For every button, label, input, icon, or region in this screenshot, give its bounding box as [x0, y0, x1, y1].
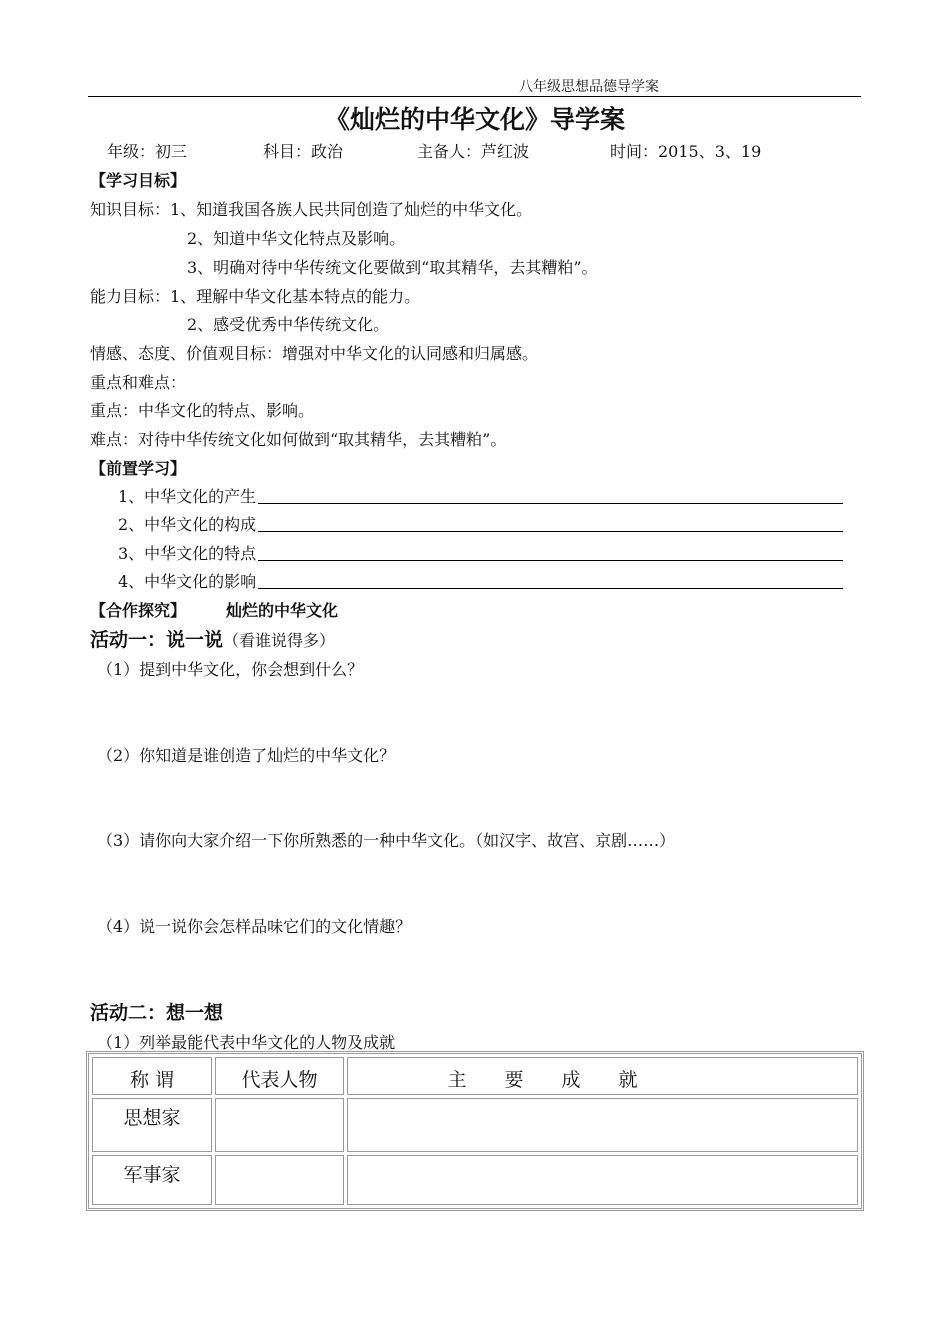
header-rule — [88, 96, 861, 97]
key-point: 重点：中华文化的特点、影响。 — [90, 401, 315, 420]
table-row-label: 军事家 — [92, 1155, 212, 1205]
table-cell — [347, 1155, 858, 1205]
preview-item — [118, 569, 843, 592]
ability-goal-2: 2、感受优秀中华传统文化。 — [187, 315, 390, 334]
preview-item-label: 2、中华文化的构成 — [118, 515, 257, 534]
knowledge-goal-2: 2、知道中华文化特点及影响。 — [187, 229, 406, 248]
achievements-table — [86, 1051, 864, 1211]
meta-grade: 年级：初三 — [107, 142, 188, 161]
answer-blank — [258, 559, 843, 561]
activity2-title: 活动二：想一想 — [90, 1002, 224, 1024]
preview-item — [118, 541, 843, 564]
activity1-question-2: （2）你知道是谁创造了灿烂的中华文化？ — [97, 746, 396, 765]
table-header-cell: 主 要 成 就 — [347, 1057, 858, 1095]
activity1-question-3: （3）请你向大家介绍一下你所熟悉的一种中华文化。（如汉字、故宫、京剧……） — [97, 831, 676, 850]
activity1-title: 活动一：说一说（看谁说得多） — [90, 629, 336, 651]
table-cell — [215, 1098, 344, 1152]
knowledge-goal-3: 3、明确对待中华传统文化要做到“取其精华，去其糟粕”。 — [187, 258, 598, 277]
running-header: 八年级思想品德导学案 — [519, 79, 659, 95]
meta-preparer: 主备人：芦红波 — [417, 142, 530, 161]
preview-item-label: 1、中华文化的产生 — [118, 487, 257, 506]
cooperation-heading: 【合作探究】 — [90, 601, 187, 620]
meta-time: 时间：2015、3、19 — [610, 142, 762, 161]
activity1-note: （看谁说得多） — [223, 631, 336, 650]
activity1-question-4: （4）说一说你会怎样品味它们的文化情趣？ — [97, 917, 412, 936]
answer-blank — [258, 530, 843, 532]
preview-heading: 【前置学习】 — [90, 459, 187, 478]
emotion-goal: 情感、态度、价值观目标：增强对中华文化的认同感和归属感。 — [90, 344, 539, 363]
preview-item — [118, 484, 843, 507]
difficult-point: 难点：对待中华传统文化如何做到“取其精华，去其糟粕”。 — [90, 430, 507, 449]
answer-blank — [258, 502, 843, 504]
knowledge-goal-1: 知识目标：1、知道我国各族人民共同创造了灿烂的中华文化。 — [90, 200, 533, 219]
answer-blank — [258, 587, 843, 589]
meta-subject: 科目：政治 — [263, 142, 344, 161]
key-points-heading: 重点和难点： — [90, 373, 187, 392]
table-header-cell: 称 谓 — [92, 1057, 212, 1095]
preview-item-label: 4、中华文化的影响 — [118, 572, 257, 591]
table-header-cell: 代表人物 — [215, 1057, 344, 1095]
objectives-heading: 【学习目标】 — [90, 171, 187, 190]
cooperation-topic: 灿烂的中华文化 — [226, 601, 339, 620]
activity2-question-1: （1）列举最能代表中华文化的人物及成就 — [97, 1033, 396, 1052]
activity1-question-1: （1）提到中华文化，你会想到什么？ — [97, 660, 364, 679]
page-title: 《灿烂的中华文化》导学案 — [324, 105, 625, 134]
preview-item-label: 3、中华文化的特点 — [118, 544, 257, 563]
table-cell — [215, 1155, 344, 1205]
table-row-label: 思想家 — [92, 1098, 212, 1152]
preview-item — [118, 512, 843, 535]
table-cell — [347, 1098, 858, 1152]
ability-goal-1: 能力目标：1、理解中华文化基本特点的能力。 — [90, 287, 421, 306]
